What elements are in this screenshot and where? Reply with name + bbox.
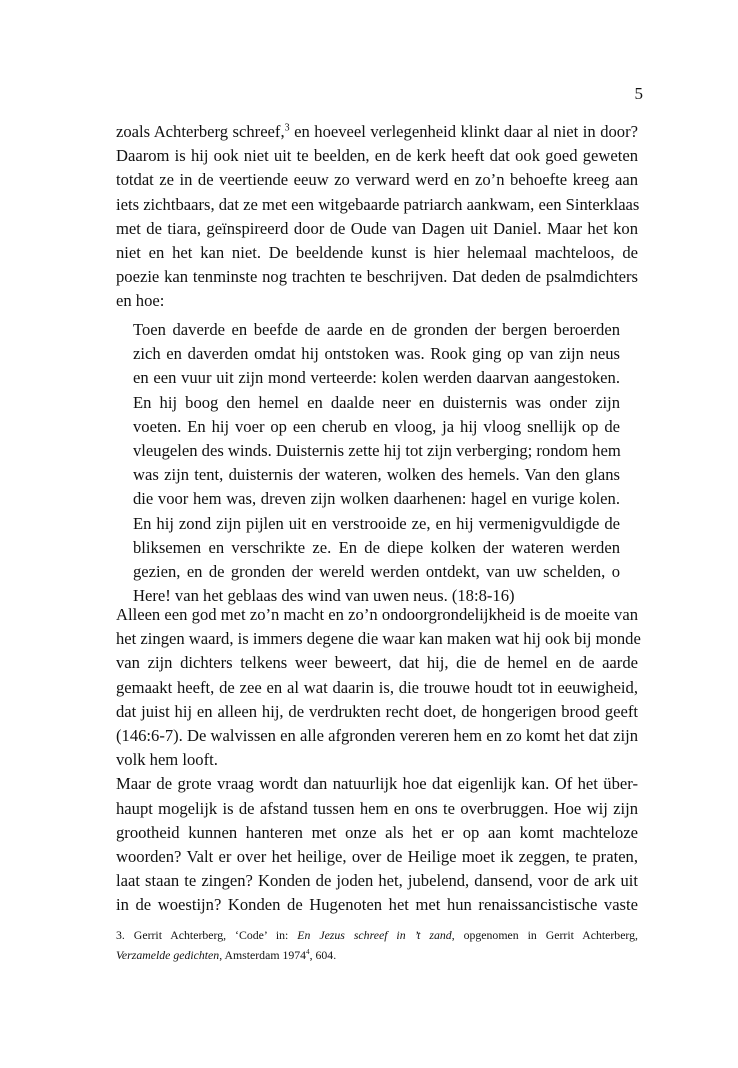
quote-line: vleugelen des winds. Duisternis zette hij tot zijn verberging; rondom hem — [133, 441, 621, 461]
quote-line: En hij boog den hemel en daalde neer en duisternis was onder zijn — [133, 392, 620, 412]
footnote-title: Verzamelde gedichten — [116, 947, 220, 962]
text-line: laat staan te zingen? Konden de joden het, jubelend, dansend, voor de ark uit — [116, 871, 638, 891]
edition-number: 4 — [306, 947, 310, 956]
footnote-reference: 3 — [284, 122, 290, 134]
text-line: (146:6-7). De walvissen en alle afgronden vereren hem en zo komt het dat zijn — [116, 726, 638, 746]
quote-line: En hij zond zijn pijlen uit en verstrooide ze, en hij vermenigvuldigde de — [133, 513, 620, 533]
text-span: , Amsterdam 1974 — [219, 947, 307, 962]
text-line: volk hem looft. — [116, 750, 218, 770]
text-span: zoals Achterberg schreef, — [116, 122, 285, 141]
text-line — [116, 120, 638, 144]
text-line: dat juist hij en alleen hij, de verdrukten recht doet, de hongerigen brood geeft — [116, 701, 638, 721]
text-line: in de woestijn? Konden de Hugenoten het met hun renaissancistische vaste — [116, 895, 638, 915]
quote-line: was zijn tent, duisternis der wateren, wolken des hemels. Van den glans — [133, 465, 620, 485]
body-paragraph-2 — [116, 603, 641, 918]
text-line: grootheid kunnen hanteren met onze als het er op aan komt machteloze — [116, 822, 638, 842]
text-line: iets zichtbaars, dat ze met een witgebaarde patriarch aankwam, een Sinterklaas — [116, 194, 640, 214]
text-span: , opgenomen in Gerrit Achterberg, — [451, 928, 638, 942]
text-line: poezie kan tenminste nog trachten te beschrijven. Dat deden de psalmdichters — [116, 267, 638, 287]
quote-line: gezien, en de gronden der wereld werden ontdekt, van uw schelden, o — [133, 562, 620, 582]
text-line: woorden? Valt er over het heilige, over de Heilige moet ik zeggen, te praten, — [116, 847, 638, 867]
text-line: totdat ze in de veertiende eeuw zo verward werd en zo’n behoefte kreeg aan — [116, 170, 638, 190]
text-line: haupt mogelijk is de afstand tussen hem en ons te overbruggen. Hoe wij zijn — [116, 798, 638, 818]
text-line: Daarom is hij ook niet uit te beelden, en de kerk heeft dat ook goed geweten — [116, 146, 638, 166]
quote-line: Here! van het geblaas des wind van uwen neus. (18:8-16) — [133, 586, 515, 606]
text-line: met de tiara, geïnspireerd door de Oude van Dagen uit Daniel. Maar het kon — [116, 218, 638, 238]
footnote-title: En Jezus schreef in ’t zand — [297, 928, 452, 942]
text-line: Alleen een god met zo’n macht en zo’n ondoorgrondelijkheid is de moeite van — [116, 605, 638, 624]
quote-line: die voor hem was, dreven zijn wolken daarhenen: hagel en vurige kolen. — [133, 489, 620, 509]
quote-line: zich en daverden omdat hij ontstoken was. Rook ging op van zijn neus — [133, 344, 620, 364]
footnote-number: 3. — [116, 928, 125, 942]
psalm-quote — [133, 318, 620, 608]
footnote-line — [116, 926, 638, 946]
quote-line: bliksemen en verschrikte ze. En de diepe kolken der wateren werden — [133, 537, 620, 557]
text-line: gemaakt heeft, de zee en al wat daarin is, die trouwe houdt tot in eeuwigheid, — [116, 677, 638, 697]
footnote — [116, 926, 638, 965]
text-span: Gerrit Achterberg, ‘Code’ in: — [124, 928, 298, 942]
body-paragraph-1 — [116, 120, 638, 314]
text-line: niet en het kan niet. De beeldende kunst is hier helemaal machteloos, de — [116, 243, 638, 263]
text-line: Maar de grote vraag wordt dan natuurlijk hoe dat eigenlijk kan. Of het über- — [116, 774, 638, 794]
page-number: 5 — [634, 84, 643, 103]
text-span: en hoeveel verlegenheid klinkt daar al niet in door? — [289, 122, 638, 141]
text-line: en hoe: — [116, 291, 165, 311]
quote-line: voeten. En hij voer op een cherub en vloog, ja hij vloog snellijk op de — [133, 416, 620, 436]
text-span: , 604. — [309, 947, 337, 962]
quote-line: Toen daverde en beefde de aarde en de gronden der bergen beroerden — [133, 320, 620, 339]
quote-line: en een vuur uit zijn mond verteerde: kolen werden daarvan aangestoken. — [133, 368, 620, 388]
text-line: van zijn dichters telkens weer beweert, dat hij, die de hemel en de aarde — [116, 653, 638, 673]
footnote-line — [116, 946, 638, 966]
text-line: het zingen waard, is immers degene die waar kan maken wat hij ook bij monde — [116, 629, 641, 649]
